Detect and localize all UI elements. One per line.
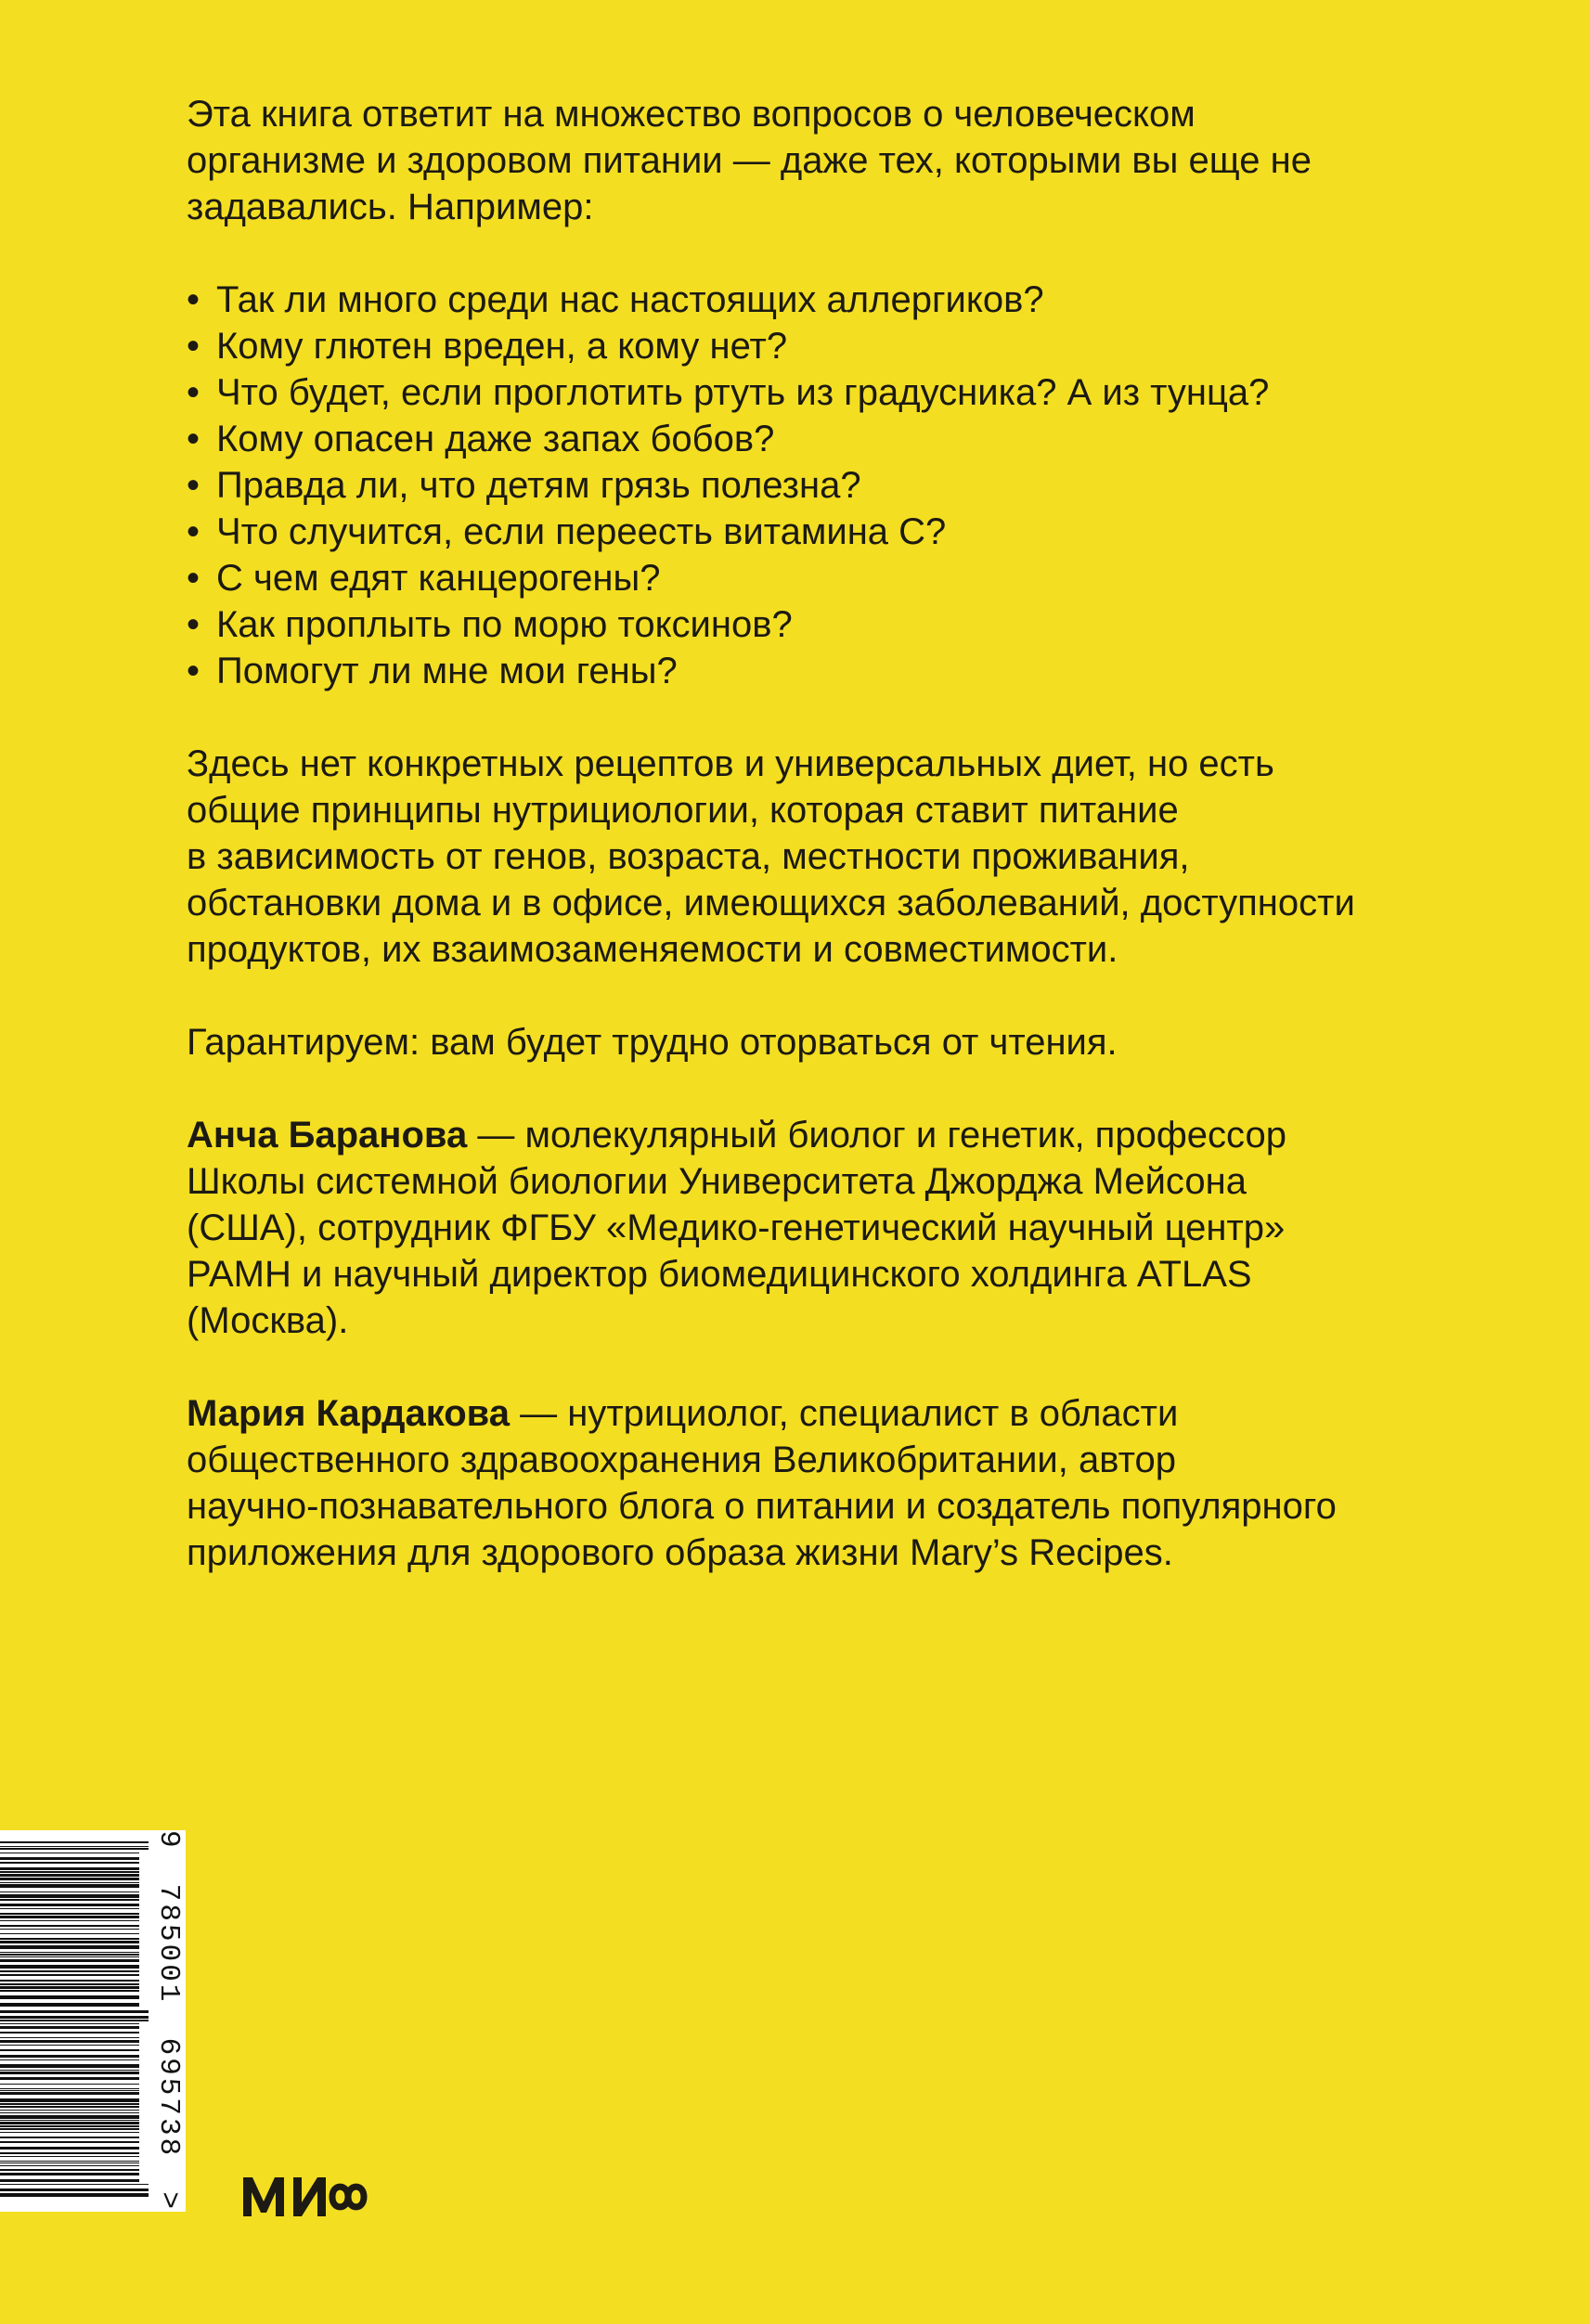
barcode-bar bbox=[0, 1986, 139, 1989]
barcode-bar bbox=[0, 1941, 139, 1943]
barcode-bar bbox=[0, 1974, 139, 1976]
barcode-bar bbox=[0, 2003, 139, 2007]
intro-paragraph: Эта книга ответит на множество вопросов о человеческом организме и здоровом питании — даже тех, которыми вы еще не задавались. Например: bbox=[187, 94, 1312, 227]
description-line: Здесь нет конкретных рецептов и универсальных диет, но есть bbox=[187, 743, 1274, 784]
barcode-digit: 695738 bbox=[152, 2037, 185, 2159]
barcode-bar bbox=[0, 1952, 139, 1953]
author-bio-line: — нутрициолог, специалист в области bbox=[510, 1393, 1179, 1434]
barcode-bar bbox=[0, 1945, 139, 1949]
barcode-bar bbox=[0, 2125, 139, 2127]
barcode-bar bbox=[0, 1894, 139, 1898]
questions-list bbox=[187, 277, 1412, 694]
barcode-bar bbox=[0, 1916, 139, 1918]
barcode-bar bbox=[0, 1904, 139, 1906]
barcode-bars bbox=[0, 1830, 149, 2212]
barcode-bar bbox=[0, 2161, 139, 2162]
barcode-bar bbox=[0, 2188, 149, 2191]
barcode-bar bbox=[0, 1980, 139, 1982]
barcode-bar bbox=[0, 2128, 139, 2130]
list-item: • Так ли много среди нас настоящих аллергиков? bbox=[187, 277, 1412, 323]
barcode-bar bbox=[0, 1933, 139, 1934]
barcode-bar bbox=[0, 2152, 139, 2154]
barcode-digit: 785001 bbox=[152, 1883, 185, 2005]
barcode-bar bbox=[0, 1956, 139, 1957]
barcode-bar bbox=[0, 1862, 139, 1864]
barcode-bar bbox=[0, 1848, 149, 1850]
barcode-bar bbox=[0, 2077, 139, 2080]
barcode-bar bbox=[0, 1871, 139, 1873]
barcode-bar bbox=[0, 1920, 139, 1921]
barcode-bar bbox=[0, 1874, 139, 1877]
barcode-bar bbox=[0, 2090, 139, 2091]
mif-logo-icon bbox=[239, 2170, 388, 2222]
barcode-bar bbox=[0, 2010, 149, 2013]
barcode-bar bbox=[0, 1970, 139, 1972]
barcode-digits bbox=[151, 1830, 185, 2212]
barcode-bar bbox=[0, 2106, 139, 2108]
barcode-bar bbox=[0, 2037, 139, 2038]
barcode-bar bbox=[0, 1965, 139, 1969]
barcode-bar bbox=[0, 2112, 139, 2113]
barcode-bar bbox=[0, 2055, 139, 2058]
barcode-bar bbox=[0, 2059, 139, 2060]
author-bio-line: Школы системной биологии Университета Джорджа Мейсона bbox=[187, 1161, 1247, 1202]
barcode-bar bbox=[0, 2070, 139, 2071]
barcode-bar bbox=[0, 1959, 139, 1962]
barcode-bar bbox=[0, 2016, 149, 2019]
barcode-digit: > bbox=[152, 2191, 185, 2212]
barcode-bar bbox=[0, 2137, 139, 2138]
author-bio-line: — молекулярный биолог и генетик, профессор bbox=[467, 1115, 1286, 1156]
barcode-bar bbox=[0, 1929, 139, 1930]
barcode-bar bbox=[0, 2115, 139, 2119]
author-bio-baranova bbox=[187, 1112, 1412, 1344]
author-bio-kardakova bbox=[187, 1390, 1412, 1576]
guarantee-paragraph: Гарантируем: вам будет трудно оторваться от чтения. bbox=[187, 1022, 1118, 1063]
description-line: в зависимость от генов, возраста, местности проживания, bbox=[187, 836, 1190, 877]
back-cover-text bbox=[187, 91, 1412, 1622]
barcode-bar bbox=[0, 2110, 139, 2111]
barcode-bar bbox=[0, 1913, 139, 1915]
barcode-bar bbox=[0, 1899, 139, 1901]
barcode-bar bbox=[0, 1891, 139, 1892]
barcode-bar bbox=[0, 2132, 139, 2133]
barcode-bar bbox=[0, 1908, 139, 1909]
list-item: • С чем едят канцерогены? bbox=[187, 555, 1412, 601]
list-item: • Что будет, если проглотить ртуть из градусника? А из тунца? bbox=[187, 369, 1412, 416]
author-name: Анча Баранова bbox=[187, 1115, 468, 1156]
description-paragraph bbox=[187, 741, 1412, 973]
barcode-bar bbox=[0, 1954, 139, 1956]
barcode-bar bbox=[0, 2173, 139, 2176]
barcode-bar bbox=[0, 1846, 149, 1847]
barcode-bar bbox=[0, 2098, 139, 2102]
description-line: продуктов, их взаимозаменяемости и совместимости. bbox=[187, 929, 1118, 970]
barcode-bar bbox=[0, 1983, 139, 1985]
barcode-bar bbox=[0, 2169, 139, 2171]
barcode-bar bbox=[0, 1878, 139, 1880]
author-bio-line: РАМН и научный директор биомедицинского холдинга ATLAS bbox=[187, 1254, 1252, 1295]
description-line: общие принципы нутрициологии, которая ставит питание bbox=[187, 790, 1179, 831]
barcode-bar bbox=[0, 2165, 139, 2166]
list-item: • Правда ли, что детям грязь полезна? bbox=[187, 462, 1412, 509]
list-item: • Кому глютен вреден, а кому нет? bbox=[187, 323, 1412, 369]
barcode-bar bbox=[0, 2088, 139, 2089]
barcode-bar bbox=[0, 1990, 139, 1992]
barcode-bar bbox=[0, 2147, 139, 2150]
barcode-bar bbox=[0, 2020, 149, 2021]
barcode-bar bbox=[0, 2026, 139, 2029]
barcode-bar bbox=[0, 1925, 139, 1927]
barcode-bar bbox=[0, 1867, 139, 1870]
author-bio-line: научно-познавательного блога о питании и создатель популярного bbox=[187, 1486, 1337, 1527]
barcode-bar bbox=[0, 2040, 139, 2043]
barcode-bar bbox=[0, 2103, 139, 2105]
list-item: • Помогут ли мне мои гены? bbox=[187, 648, 1412, 694]
barcode-bar bbox=[0, 2184, 149, 2185]
barcode-bar bbox=[0, 2023, 139, 2024]
barcode-bar bbox=[0, 2193, 149, 2197]
barcode-bar bbox=[0, 1857, 139, 1860]
barcode-bar bbox=[0, 2032, 139, 2034]
barcode-bar bbox=[0, 1884, 139, 1888]
publisher-logo bbox=[239, 2170, 388, 2227]
barcode-bar bbox=[0, 2064, 139, 2068]
author-bio-line: (Москва). bbox=[187, 1300, 349, 1341]
barcode-bar bbox=[0, 2120, 139, 2121]
author-name: Мария Кардакова bbox=[187, 1393, 510, 1434]
author-bio-line: общественного здравоохранения Великобритании, автор bbox=[187, 1440, 1176, 1480]
description-line: обстановки дома и в офисе, имеющихся заболеваний, доступности bbox=[187, 883, 1355, 923]
author-bio-line: (США), сотрудник ФГБУ «Медико-генетический научный центр» bbox=[187, 1207, 1286, 1248]
barcode-bar bbox=[0, 2072, 139, 2074]
list-item: • Как проплыть по морю токсинов? bbox=[187, 601, 1412, 648]
barcode-bar bbox=[0, 2084, 139, 2085]
barcode-bar bbox=[0, 2141, 139, 2143]
barcode-bar bbox=[0, 2045, 139, 2046]
barcode-bar bbox=[0, 1938, 139, 1940]
barcode-bar bbox=[0, 1882, 139, 1883]
barcode-bar bbox=[0, 2049, 139, 2051]
list-item: • Что случится, если переесть витамина С? bbox=[187, 509, 1412, 555]
barcode-digit: 9 bbox=[152, 1830, 185, 1851]
barcode-bar bbox=[0, 1841, 149, 1843]
barcode-bar bbox=[0, 2179, 139, 2182]
barcode-bar bbox=[0, 1995, 139, 1999]
list-item: • Кому опасен даже запах бобов? bbox=[187, 416, 1412, 462]
barcode-bar bbox=[0, 2092, 139, 2095]
barcode-bar bbox=[0, 2156, 139, 2157]
barcode-bar bbox=[0, 2122, 139, 2124]
author-bio-line: приложения для здорового образа жизни Mary’s Recipes. bbox=[187, 1532, 1173, 1573]
